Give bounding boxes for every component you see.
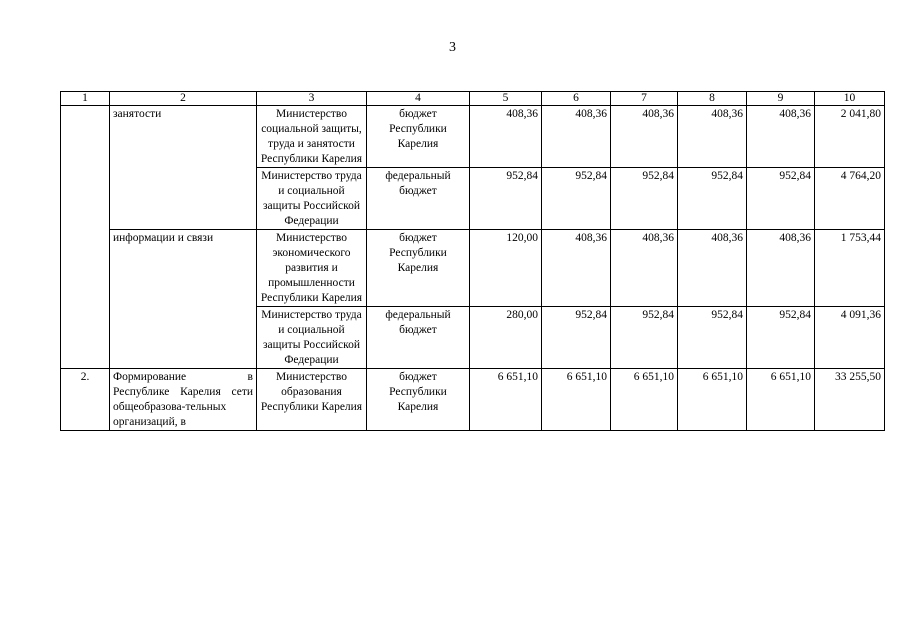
value-cell: 952,84 (542, 307, 611, 369)
measure-name-cell: информации и связи (110, 230, 257, 369)
budget-table (60, 91, 885, 431)
funding-source-cell: бюджет Республики Карелия (367, 106, 470, 168)
executor-cell: Министерство экономического развития и промышленности Республики Карелия (257, 230, 367, 307)
measure-name-cell: занятости (110, 106, 257, 230)
value-cell: 952,84 (747, 168, 815, 230)
column-header: 2 (110, 92, 257, 106)
total-cell: 2 041,80 (815, 106, 885, 168)
row-number-cell: 2. (61, 369, 110, 431)
executor-cell: Министерство труда и социальной защиты Российской Федерации (257, 307, 367, 369)
value-cell: 408,36 (611, 230, 678, 307)
column-header: 3 (257, 92, 367, 106)
value-cell: 952,84 (611, 168, 678, 230)
executor-cell: Министерство труда и социальной защиты Российской Федерации (257, 168, 367, 230)
page-number: 3 (449, 40, 456, 55)
value-cell: 280,00 (470, 307, 542, 369)
column-header: 6 (542, 92, 611, 106)
value-cell: 120,00 (470, 230, 542, 307)
executor-cell: Министерство образования Республики Карелия (257, 369, 367, 431)
executor-cell: Министерство социальной защиты, труда и занятости Республики Карелия (257, 106, 367, 168)
column-header: 1 (61, 92, 110, 106)
value-cell: 408,36 (611, 106, 678, 168)
value-cell: 952,84 (470, 168, 542, 230)
table-row (61, 369, 885, 431)
funding-source-cell: федеральный бюджет (367, 307, 470, 369)
column-header: 10 (815, 92, 885, 106)
table-row (61, 106, 885, 168)
value-cell: 408,36 (470, 106, 542, 168)
funding-source-cell: федеральный бюджет (367, 168, 470, 230)
value-cell: 6 651,10 (611, 369, 678, 431)
value-cell: 6 651,10 (678, 369, 747, 431)
total-cell: 4 764,20 (815, 168, 885, 230)
total-cell: 4 091,36 (815, 307, 885, 369)
funding-source-cell: бюджет Республики Карелия (367, 230, 470, 307)
value-cell: 6 651,10 (542, 369, 611, 431)
value-cell: 408,36 (678, 106, 747, 168)
value-cell: 952,84 (678, 168, 747, 230)
value-cell: 6 651,10 (747, 369, 815, 431)
table-header-row (61, 92, 885, 106)
value-cell: 6 651,10 (470, 369, 542, 431)
value-cell: 952,84 (542, 168, 611, 230)
column-header: 7 (611, 92, 678, 106)
funding-source-cell: бюджет Республики Карелия (367, 369, 470, 431)
value-cell: 408,36 (747, 106, 815, 168)
column-header: 4 (367, 92, 470, 106)
table-row (61, 230, 885, 307)
value-cell: 408,36 (542, 230, 611, 307)
value-cell: 952,84 (747, 307, 815, 369)
value-cell: 408,36 (747, 230, 815, 307)
column-header: 5 (470, 92, 542, 106)
value-cell: 952,84 (678, 307, 747, 369)
row-number-cell (61, 106, 110, 369)
value-cell: 408,36 (542, 106, 611, 168)
measure-name-cell: Формирование в Республике Карелия сети общеобразова-тельных организаций, в (110, 369, 257, 431)
value-cell: 952,84 (611, 307, 678, 369)
value-cell: 408,36 (678, 230, 747, 307)
total-cell: 1 753,44 (815, 230, 885, 307)
column-header: 9 (747, 92, 815, 106)
total-cell: 33 255,50 (815, 369, 885, 431)
column-header: 8 (678, 92, 747, 106)
